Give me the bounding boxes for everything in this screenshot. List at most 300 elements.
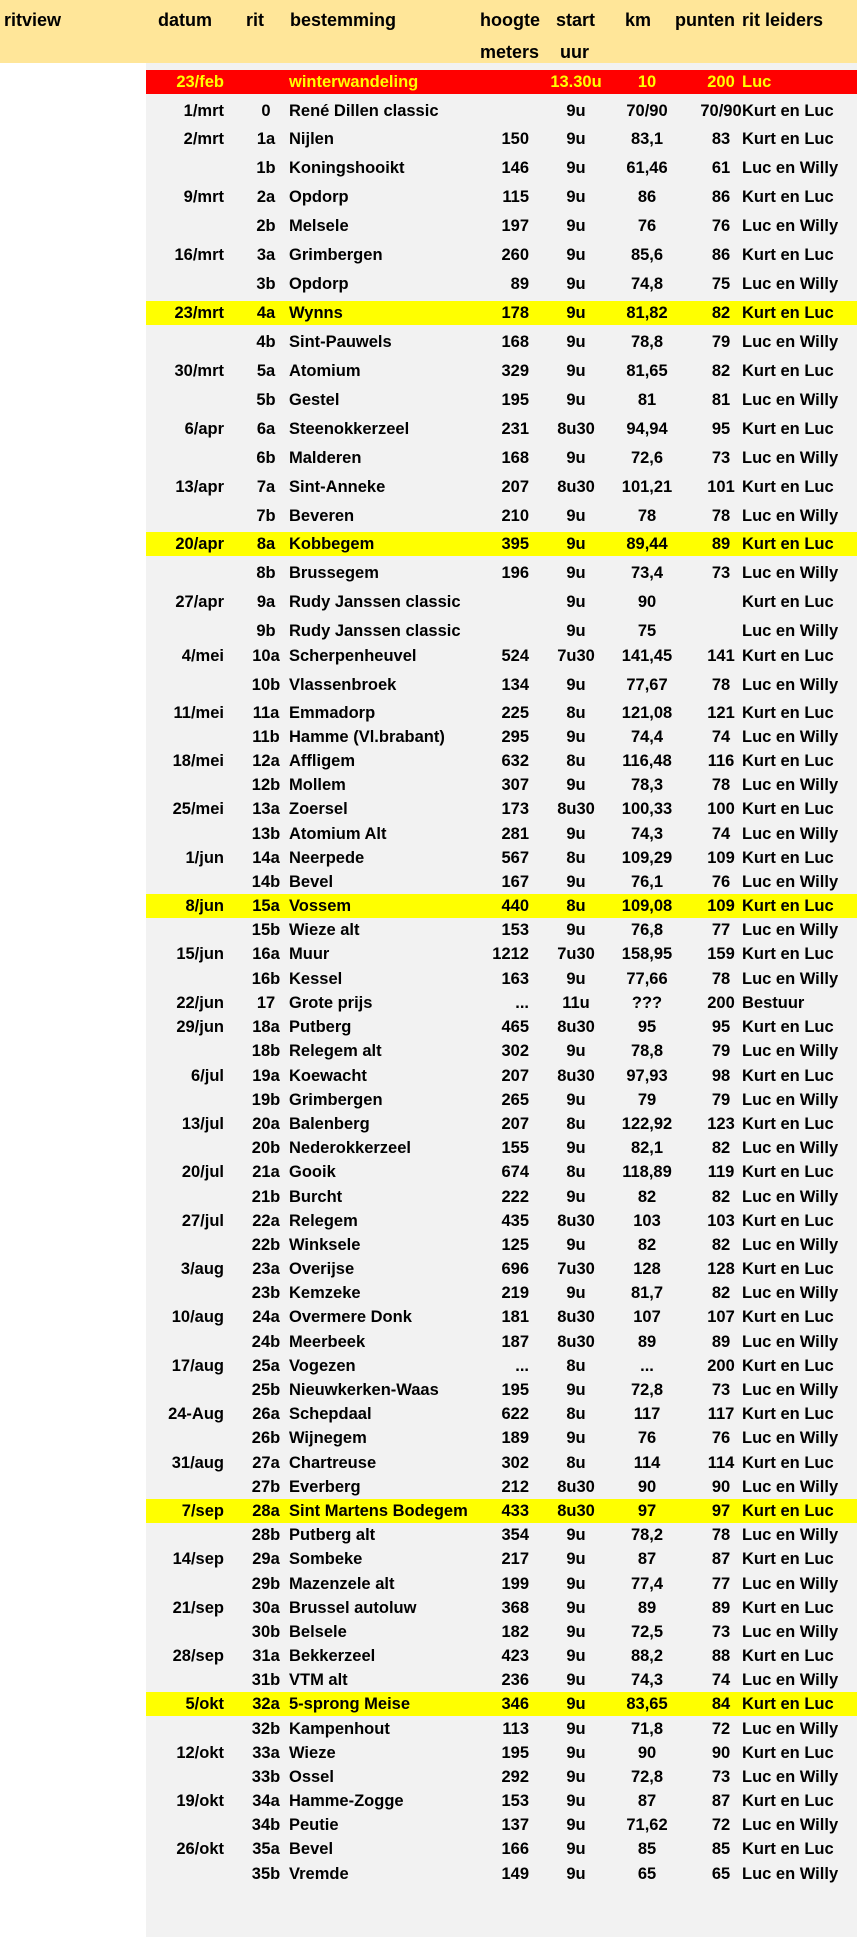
- cell-km: 85,6: [630, 246, 664, 264]
- cell-hoogte: 173: [501, 800, 529, 818]
- cell-datum: 27/jul: [181, 1212, 224, 1230]
- cell-rit: 26a: [252, 1405, 280, 1423]
- cell-rit-leiders: Luc en Willy: [742, 1188, 839, 1206]
- table-row: [146, 942, 857, 966]
- cell-km: 73,4: [630, 564, 664, 582]
- cell-rit: 26b: [251, 1429, 281, 1447]
- cell-datum: 23/mrt: [174, 304, 224, 322]
- cell-rit-leiders: Luc en Willy: [742, 1139, 839, 1157]
- cell-start: 9u: [566, 507, 586, 525]
- cell-km: 81: [637, 391, 657, 409]
- table-row: [146, 1402, 857, 1426]
- cell-rit: 12a: [252, 752, 280, 770]
- cell-rit-leiders: Luc en Willy: [742, 622, 839, 640]
- cell-km: 75: [637, 622, 657, 640]
- cell-bestemming: Balenberg: [289, 1115, 370, 1133]
- cell-rit: 16a: [252, 945, 280, 963]
- cell-bestemming: Atomium: [289, 362, 361, 380]
- cell-rit-leiders: Kurt en Luc: [742, 102, 834, 120]
- table-row: [146, 185, 857, 209]
- cell-rit-leiders: Luc en Willy: [742, 825, 839, 843]
- cell-bestemming: Bevel: [289, 1840, 334, 1858]
- cell-datum: 13/apr: [175, 478, 224, 496]
- cell-rit-leiders: Luc en Willy: [742, 275, 839, 293]
- cell-km: 72,8: [630, 1381, 664, 1399]
- cell-hoogte: 167: [501, 873, 529, 891]
- cell-start: 7u30: [557, 945, 595, 963]
- cell-start: 9u: [566, 159, 586, 177]
- cell-start: 9u: [566, 246, 586, 264]
- cell-rit-leiders: Kurt en Luc: [742, 1067, 834, 1085]
- cell-rit-leiders: Luc en Willy: [742, 1623, 839, 1641]
- cell-rit: 6b: [256, 449, 276, 467]
- cell-punten: 72: [711, 1816, 731, 1834]
- cell-punten: 72: [711, 1720, 731, 1738]
- cell-rit-leiders: Luc en Willy: [742, 676, 839, 694]
- cell-start: 8u30: [557, 1067, 595, 1085]
- cell-datum: 1/mrt: [183, 102, 224, 120]
- cell-km: 100,33: [621, 800, 673, 818]
- cell-start: 9u: [566, 1623, 586, 1641]
- header-datum: datum: [158, 10, 212, 30]
- cell-hoogte: ...: [515, 1357, 529, 1375]
- cell-hoogte: 302: [501, 1454, 529, 1472]
- table-row: [146, 1596, 857, 1620]
- cell-hoogte: 187: [501, 1333, 529, 1351]
- cell-start: 9u: [566, 1091, 586, 1109]
- cell-datum: 19/okt: [176, 1792, 224, 1810]
- cell-rit: 9b: [256, 622, 276, 640]
- cell-start: 8u: [566, 1115, 586, 1133]
- table-row: [146, 1862, 857, 1886]
- header-punten: punten: [675, 10, 735, 30]
- cell-start: 8u30: [557, 1212, 595, 1230]
- cell-start: 7u30: [557, 647, 595, 665]
- cell-datum: 15/jun: [176, 945, 224, 963]
- cell-datum: 20/jul: [181, 1163, 224, 1181]
- cell-start: 9u: [566, 1236, 586, 1254]
- cell-bestemming: Atomium Alt: [289, 825, 387, 843]
- cell-rit-leiders: Luc en Willy: [742, 564, 839, 582]
- cell-start: 9u: [566, 921, 586, 939]
- cell-rit-leiders: Kurt en Luc: [742, 1260, 834, 1278]
- cell-rit: 24a: [252, 1308, 280, 1326]
- cell-start: 8u: [566, 1405, 586, 1423]
- cell-hoogte: 440: [501, 897, 529, 915]
- cell-km: 101,21: [621, 478, 673, 496]
- cell-punten: 78: [711, 1526, 731, 1544]
- table-row: [146, 1523, 857, 1547]
- table-row: [146, 1281, 857, 1305]
- cell-start: 9u: [566, 622, 586, 640]
- cell-bestemming: Steenokkerzeel: [289, 420, 410, 438]
- cell-bestemming: Mollem: [289, 776, 346, 794]
- table-row: [146, 272, 857, 296]
- cell-rit-leiders: Kurt en Luc: [742, 1502, 834, 1520]
- cell-rit-leiders: Kurt en Luc: [742, 1550, 834, 1568]
- cell-bestemming: Bekkerzeel: [289, 1647, 376, 1665]
- cell-km: 107: [633, 1308, 661, 1326]
- cell-km: 78,8: [630, 1042, 664, 1060]
- cell-rit: 21b: [251, 1188, 281, 1206]
- cell-km: 117: [633, 1405, 661, 1423]
- cell-punten: 116: [707, 752, 735, 770]
- cell-bestemming: Vlassenbroek: [289, 676, 397, 694]
- cell-rit-leiders: Kurt en Luc: [742, 188, 834, 206]
- cell-punten: 61: [711, 159, 731, 177]
- cell-bestemming: Emmadorp: [289, 704, 376, 722]
- cell-start: 9u: [566, 362, 586, 380]
- cell-start: 9u: [566, 304, 586, 322]
- cell-start: 9u: [566, 776, 586, 794]
- cell-rit-leiders: Kurt en Luc: [742, 1840, 834, 1858]
- cell-km: 88,2: [630, 1647, 664, 1665]
- cell-km: 70/90: [626, 102, 668, 120]
- cell-rit: 27b: [251, 1478, 281, 1496]
- cell-bestemming: Gooik: [289, 1163, 336, 1181]
- cell-start: 9u: [566, 188, 586, 206]
- cell-rit-leiders: Luc en Willy: [742, 1526, 839, 1544]
- cell-bestemming: 5-sprong Meise: [289, 1695, 411, 1713]
- cell-hoogte: 146: [501, 159, 529, 177]
- cell-rit: 22a: [252, 1212, 280, 1230]
- cell-start: 9u: [566, 728, 586, 746]
- cell-bestemming: Nijlen: [289, 130, 334, 148]
- header-start: start: [556, 10, 596, 30]
- cell-km: 71,62: [626, 1816, 668, 1834]
- table-row: [146, 846, 857, 870]
- cell-start: 9u: [566, 1720, 586, 1738]
- cell-hoogte: 329: [501, 362, 529, 380]
- header-hoogte: hoogte: [480, 10, 540, 30]
- table-row: [146, 1015, 857, 1039]
- cell-rit-leiders: Luc en Willy: [742, 1091, 839, 1109]
- table-row: [146, 797, 857, 821]
- cell-punten: 90: [711, 1744, 731, 1762]
- table-row: [146, 1741, 857, 1765]
- cell-start: 9u: [566, 1647, 586, 1665]
- cell-km: 97: [637, 1502, 657, 1520]
- cell-hoogte: 197: [501, 217, 529, 235]
- cell-start: 9u: [566, 217, 586, 235]
- cell-hoogte: 222: [501, 1188, 529, 1206]
- cell-bestemming: Kobbegem: [289, 535, 375, 553]
- cell-hoogte: 153: [501, 921, 529, 939]
- cell-hoogte: 207: [501, 1115, 529, 1133]
- cell-start: 9u: [566, 825, 586, 843]
- cell-punten: 89: [711, 1599, 731, 1617]
- cell-punten: 76: [711, 1429, 731, 1447]
- table-row: [146, 1039, 857, 1063]
- cell-punten: 76: [711, 217, 731, 235]
- cell-km: 72,5: [630, 1623, 664, 1641]
- cell-rit-leiders: Bestuur: [742, 994, 805, 1012]
- cell-start: 7u30: [557, 1260, 595, 1278]
- cell-hoogte: 195: [501, 1744, 529, 1762]
- cell-start: 9u: [566, 564, 586, 582]
- cell-rit-leiders: Kurt en Luc: [742, 130, 834, 148]
- cell-bestemming: Grimbergen: [289, 1091, 383, 1109]
- cell-start: 9u: [566, 1139, 586, 1157]
- cell-start: 9u: [566, 1840, 586, 1858]
- cell-datum: 8/jun: [185, 897, 224, 915]
- cell-punten: 85: [711, 1840, 731, 1858]
- cell-hoogte: 207: [501, 1067, 529, 1085]
- cell-hoogte: 137: [501, 1816, 529, 1834]
- cell-hoogte: 632: [501, 752, 529, 770]
- header-rit-leiders: rit leiders: [742, 10, 824, 30]
- cell-punten: 141: [707, 647, 735, 665]
- cell-datum: 7/sep: [181, 1502, 224, 1520]
- cell-bestemming: Opdorp: [289, 275, 349, 293]
- cell-punten: 81: [711, 391, 731, 409]
- cell-rit: 5a: [256, 362, 276, 380]
- cell-hoogte: 265: [501, 1091, 529, 1109]
- cell-rit: 9a: [256, 593, 276, 611]
- cell-datum: 14/sep: [172, 1550, 224, 1568]
- cell-km: 78,2: [630, 1526, 664, 1544]
- cell-datum: 23/feb: [176, 73, 224, 91]
- cell-rit-leiders: Kurt en Luc: [742, 1647, 834, 1665]
- cell-start: 9u: [566, 1550, 586, 1568]
- table-row: [146, 330, 857, 354]
- cell-hoogte: 168: [501, 333, 529, 351]
- cell-km: 116,48: [622, 752, 672, 770]
- cell-bestemming: Vogezen: [289, 1357, 356, 1375]
- cell-rit: 23b: [251, 1284, 281, 1302]
- table-row: [146, 725, 857, 749]
- cell-hoogte: 368: [501, 1599, 529, 1617]
- cell-bestemming: Neerpede: [289, 849, 365, 867]
- table-row: [146, 1378, 857, 1402]
- cell-rit: 2a: [256, 188, 276, 206]
- cell-bestemming: winterwandeling: [289, 73, 419, 91]
- cell-hoogte: 395: [501, 535, 529, 553]
- cell-km: 72,8: [630, 1768, 664, 1786]
- cell-km: ...: [640, 1357, 654, 1375]
- cell-start: 8u: [566, 1357, 586, 1375]
- table-row: [146, 1185, 857, 1209]
- cell-bestemming: Hamme-Zogge: [289, 1792, 404, 1810]
- cell-rit-leiders: Luc en Willy: [742, 1478, 839, 1496]
- cell-hoogte: ...: [515, 994, 529, 1012]
- cell-bestemming: Grimbergen: [289, 246, 383, 264]
- cell-hoogte: 89: [510, 275, 529, 293]
- cell-rit: 8b: [256, 564, 276, 582]
- cell-datum: 3/aug: [180, 1260, 224, 1278]
- cell-km: ???: [631, 994, 663, 1012]
- cell-start: 13.30u: [550, 73, 602, 91]
- cell-km: 103: [633, 1212, 661, 1230]
- cell-bestemming: Belsele: [289, 1623, 347, 1641]
- table-row: [146, 1451, 857, 1475]
- cell-rit: 13b: [251, 825, 281, 843]
- cell-start: 9u: [566, 1792, 586, 1810]
- cell-punten: 119: [707, 1163, 735, 1181]
- table-row: [146, 1789, 857, 1813]
- cell-km: 79: [637, 1091, 657, 1109]
- cell-rit-leiders: Luc en Willy: [742, 1720, 839, 1738]
- cell-start: 9u: [566, 333, 586, 351]
- cell-datum: 27/apr: [175, 593, 224, 611]
- cell-punten: 73: [711, 564, 731, 582]
- cell-hoogte: 622: [501, 1405, 529, 1423]
- cell-punten: 128: [707, 1260, 735, 1278]
- cell-rit: 30a: [252, 1599, 280, 1617]
- cell-start: 9u: [566, 1526, 586, 1544]
- cell-datum: 2/mrt: [183, 130, 224, 148]
- cell-bestemming: Vossem: [289, 897, 352, 915]
- cell-rit-leiders: Kurt en Luc: [742, 246, 834, 264]
- cell-punten: 90: [711, 1478, 731, 1496]
- cell-rit-leiders: Kurt en Luc: [742, 647, 834, 665]
- cell-rit: 29b: [251, 1575, 281, 1593]
- cell-punten: 65: [711, 1865, 731, 1883]
- cell-punten: 70/90: [700, 102, 742, 120]
- cell-hoogte: 195: [501, 1381, 529, 1399]
- cell-km: 10: [637, 73, 657, 91]
- cell-datum: 22/jun: [176, 994, 224, 1012]
- cell-punten: 87: [711, 1792, 731, 1810]
- cell-hoogte: 166: [501, 1840, 529, 1858]
- cell-datum: 13/jul: [181, 1115, 224, 1133]
- table-row: [146, 1305, 857, 1329]
- table-row: [146, 1620, 857, 1644]
- cell-km: 87: [637, 1792, 657, 1810]
- cell-hoogte: 225: [501, 704, 529, 722]
- cell-bestemming: Wijnegem: [289, 1429, 367, 1447]
- cell-hoogte: 210: [501, 507, 529, 525]
- cell-rit: 19a: [252, 1067, 280, 1085]
- cell-bestemming: Sint Martens Bodegem: [289, 1502, 468, 1520]
- header-meters: meters: [480, 42, 540, 62]
- cell-bestemming: Chartreuse: [289, 1454, 377, 1472]
- table-row: [146, 1330, 857, 1354]
- cell-rit: 19b: [251, 1091, 281, 1109]
- cell-rit: 24b: [251, 1333, 281, 1351]
- table-row: [146, 1475, 857, 1499]
- cell-km: 78: [637, 507, 657, 525]
- cell-km: 78,3: [630, 776, 664, 794]
- cell-hoogte: 181: [501, 1308, 529, 1326]
- cell-rit: 0: [261, 102, 271, 120]
- cell-km: 83,65: [626, 1695, 668, 1713]
- cell-km: 114: [633, 1454, 661, 1472]
- cell-bestemming: Kampenhout: [289, 1720, 390, 1738]
- cell-rit-leiders: Kurt en Luc: [742, 800, 834, 818]
- cell-start: 9u: [566, 593, 586, 611]
- cell-rit: 21a: [252, 1163, 280, 1181]
- cell-km: 97,93: [626, 1067, 668, 1085]
- table-row: [146, 1209, 857, 1233]
- cell-punten: 200: [707, 1357, 735, 1375]
- cell-rit: 10a: [252, 647, 280, 665]
- table-row: [146, 590, 857, 614]
- cell-hoogte: 231: [501, 420, 529, 438]
- cell-km: 74,3: [630, 1671, 664, 1689]
- cell-hoogte: 115: [502, 188, 529, 206]
- cell-punten: 86: [711, 188, 731, 206]
- cell-start: 8u30: [557, 1308, 595, 1326]
- cell-datum: 11/mei: [173, 704, 224, 722]
- cell-rit: 35a: [252, 1840, 280, 1858]
- cell-start: 9u: [566, 275, 586, 293]
- cell-hoogte: 113: [502, 1720, 529, 1738]
- cell-rit: 31a: [252, 1647, 280, 1665]
- cell-punten: 121: [707, 704, 735, 722]
- table-row: [146, 870, 857, 894]
- cell-rit-leiders: Kurt en Luc: [742, 1599, 834, 1617]
- cell-punten: 200: [707, 73, 735, 91]
- cell-km: 81,65: [626, 362, 668, 380]
- cell-punten: 88: [711, 1647, 731, 1665]
- cell-rit: 16b: [251, 970, 281, 988]
- cell-hoogte: 423: [501, 1647, 529, 1665]
- cell-hoogte: 163: [501, 970, 529, 988]
- cell-rit: 22b: [251, 1236, 281, 1254]
- cell-start: 9u: [566, 1188, 586, 1206]
- cell-rit: 32a: [252, 1695, 280, 1713]
- cell-km: 77,66: [626, 970, 668, 988]
- cell-rit-leiders: Kurt en Luc: [742, 593, 834, 611]
- cell-km: 77,4: [630, 1575, 664, 1593]
- header-uur: uur: [560, 42, 589, 62]
- cell-rit: 18a: [252, 1018, 280, 1036]
- table-row: [146, 1692, 857, 1716]
- table-row: [146, 749, 857, 773]
- table-row: [146, 301, 857, 325]
- cell-rit-leiders: Kurt en Luc: [742, 945, 834, 963]
- cell-hoogte: 189: [501, 1429, 529, 1447]
- table-row: [146, 1837, 857, 1861]
- cell-hoogte: 433: [501, 1502, 529, 1520]
- cell-hoogte: 195: [501, 391, 529, 409]
- cell-rit-leiders: Luc en Willy: [742, 970, 839, 988]
- cell-rit: 1a: [256, 130, 276, 148]
- cell-bestemming: Brussel autoluw: [289, 1599, 417, 1617]
- cell-start: 9u: [566, 676, 586, 694]
- table-row: [146, 1257, 857, 1281]
- cell-km: 76,1: [630, 873, 664, 891]
- table-row: [146, 1088, 857, 1112]
- cell-hoogte: 155: [501, 1139, 529, 1157]
- cell-hoogte: 281: [501, 825, 529, 843]
- cell-start: 8u: [566, 897, 586, 915]
- cell-rit-leiders: Luc en Willy: [742, 1865, 839, 1883]
- cell-datum: 1/jun: [185, 849, 224, 867]
- cell-rit: 33b: [251, 1768, 281, 1786]
- cell-rit: 17: [256, 994, 276, 1012]
- cell-bestemming: Vremde: [289, 1865, 349, 1883]
- cell-datum: 5/okt: [185, 1695, 224, 1713]
- cell-datum: 6/apr: [184, 420, 224, 438]
- cell-bestemming: Mazenzele alt: [289, 1575, 395, 1593]
- cell-rit: 14a: [252, 849, 280, 867]
- cell-rit: 32b: [251, 1720, 281, 1738]
- table-row: [146, 644, 857, 668]
- cell-rit: 30b: [251, 1623, 281, 1641]
- cell-datum: 30/mrt: [174, 362, 224, 380]
- cell-km: 90: [637, 1478, 657, 1496]
- cell-bestemming: Wieze: [289, 1744, 336, 1762]
- cell-datum: 21/sep: [172, 1599, 224, 1617]
- cell-rit: 23a: [252, 1260, 280, 1278]
- table-row: [146, 1136, 857, 1160]
- cell-rit: 25b: [251, 1381, 281, 1399]
- table-row: [146, 1547, 857, 1571]
- table-row: [146, 1160, 857, 1184]
- cell-bestemming: Peutie: [289, 1816, 339, 1834]
